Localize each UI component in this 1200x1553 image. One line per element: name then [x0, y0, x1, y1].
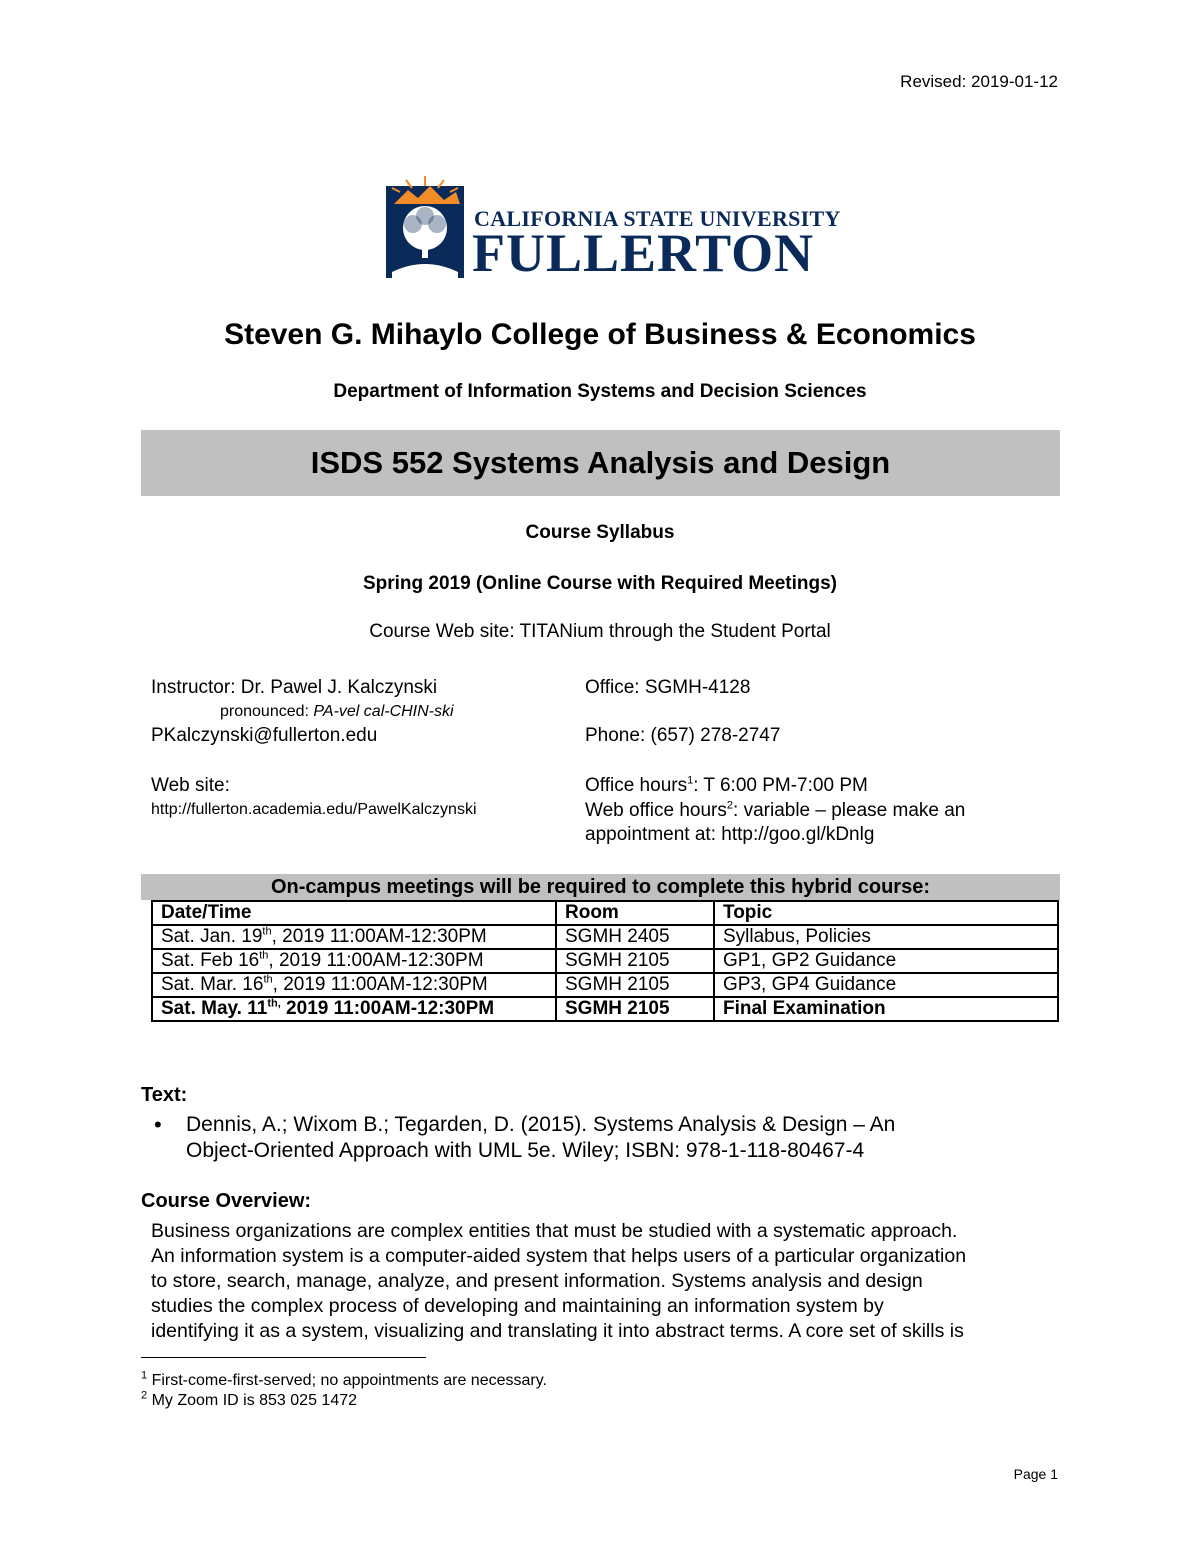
office-hours-value: : T 6:00 PM-7:00 PM [693, 775, 868, 796]
overview-line: identifying it as a system, visualizing and translating it into abstract terms. A core set of skills is [151, 1320, 964, 1342]
pronunciation-value: PA-vel cal-CHIN-ski [313, 703, 454, 720]
pronunciation [220, 703, 454, 721]
website-link[interactable]: http://fullerton.academia.edu/PawelKalczynski [151, 801, 477, 818]
office-hours-label: Office hours [585, 775, 688, 796]
date-text: Sat. Jan. 19 [161, 926, 263, 947]
overview-heading: Course Overview: [141, 1190, 312, 1212]
footnote-1 [141, 1369, 547, 1390]
cell-date [152, 949, 556, 973]
date-text: Sat. Mar. 16 [161, 974, 264, 995]
textbook-line: Dennis, A.; Wixom B.; Tegarden, D. (2015). Systems Analysis & Design – An [186, 1113, 896, 1136]
cell-topic: GP1, GP2 Guidance [714, 949, 1058, 973]
table-row [152, 973, 1058, 997]
pronunciation-label: pronounced: [220, 703, 314, 720]
cell-room: SGMH 2105 [556, 997, 714, 1021]
footnote-text: First-come-first-served; no appointments are necessary. [147, 1372, 547, 1389]
table-row [152, 949, 1058, 973]
overview-line: to store, search, manage, analyze, and present information. Systems analysis and design [151, 1270, 923, 1292]
phone-number: Phone: (657) 278-2747 [585, 725, 781, 746]
overview-line: studies the complex process of developing and maintaining an information system by [151, 1295, 884, 1317]
overview-paragraph [151, 1219, 1071, 1344]
date-time: , 2019 11:00AM-12:30PM [271, 926, 487, 947]
table-row-final [152, 997, 1058, 1021]
footnote-ref-2: 2 [726, 799, 734, 812]
semester: Spring 2019 (Online Course with Required Meetings) [362, 573, 838, 594]
textbook-citation [186, 1112, 1046, 1164]
cell-date [152, 997, 556, 1021]
date-suffix: th [262, 925, 272, 938]
table-row [152, 925, 1058, 949]
date-suffix: th [259, 949, 269, 962]
header-date: Date/Time [152, 901, 556, 925]
header-topic: Topic [714, 901, 1058, 925]
college-name: Steven G. Mihaylo College of Business & Economics [224, 318, 976, 351]
footnote-number: 2 [141, 1389, 148, 1402]
overview-line: An information system is a computer-aided system that helps users of a particular organization [151, 1245, 967, 1267]
date-suffix: th [263, 973, 273, 986]
cell-room: SGMH 2105 [556, 949, 714, 973]
tree-shield-icon [386, 176, 466, 280]
instructor-name: Instructor: Dr. Pawel J. Kalczynski [151, 677, 438, 698]
appointment-link[interactable]: appointment at: http://goo.gl/kDnlg [585, 824, 875, 845]
meetings-title: On-campus meetings will be required to complete this hybrid course: [270, 876, 930, 898]
office-location: Office: SGMH-4128 [585, 677, 751, 698]
date-time: , 2019 11:00AM-12:30PM [268, 950, 484, 971]
instructor-email[interactable]: PKalczynski@fullerton.edu [151, 725, 378, 746]
web-office-hours-value: : variable – please make an [733, 800, 966, 821]
course-website: Course Web site: TITANium through the Student Portal [369, 621, 831, 642]
cell-topic: GP3, GP4 Guidance [714, 973, 1058, 997]
page-number: Page 1 [1013, 1466, 1058, 1482]
cell-room: SGMH 2405 [556, 925, 714, 949]
web-office-hours-label: Web office hours [585, 800, 727, 821]
cell-date [152, 973, 556, 997]
footnote-ref-1: 1 [687, 774, 694, 787]
bullet-icon: • [154, 1112, 162, 1137]
footnote-divider [141, 1357, 426, 1358]
date-time: 2019 11:00AM-12:30PM [280, 998, 495, 1019]
department-name: Department of Information Systems and Decision Sciences [333, 381, 867, 402]
header-room: Room [556, 901, 714, 925]
cell-topic: Final Examination [714, 997, 1058, 1021]
logo-text-fullerton: FULLERTON [472, 223, 815, 283]
table-header-row [152, 901, 1058, 925]
course-title: ISDS 552 Systems Analysis and Design [310, 445, 891, 480]
university-logo [386, 176, 841, 283]
meetings-banner [141, 874, 1060, 900]
footnote-number: 1 [141, 1369, 148, 1382]
date-text: Sat. Feb 16 [161, 950, 260, 971]
cell-topic: Syllabus, Policies [714, 925, 1058, 949]
footnote-2 [141, 1389, 358, 1410]
cell-date [152, 925, 556, 949]
website-label: Web site: [151, 775, 230, 796]
footnote-text: My Zoom ID is 853 025 1472 [147, 1392, 358, 1409]
logo-text-csu: CALIFORNIA STATE UNIVERSITY [474, 206, 841, 231]
overview-line: Business organizations are complex entities that must be studied with a systematic approach. [151, 1220, 958, 1242]
cell-room: SGMH 2105 [556, 973, 714, 997]
syllabus-label: Course Syllabus [525, 522, 675, 543]
meetings-table [151, 900, 1059, 1022]
date-time: , 2019 11:00AM-12:30PM [272, 974, 488, 995]
revised-date: Revised: 2019-01-12 [900, 72, 1058, 91]
web-office-hours [585, 800, 965, 822]
textbook-line: Object-Oriented Approach with UML 5e. Wiley; ISBN: 978-1-118-80467-4 [186, 1139, 865, 1162]
date-text: Sat. May. 11 [161, 998, 268, 1019]
course-title-banner [141, 430, 1060, 496]
text-heading: Text: [141, 1084, 188, 1106]
office-hours [585, 775, 868, 797]
date-suffix: th, [267, 997, 281, 1010]
